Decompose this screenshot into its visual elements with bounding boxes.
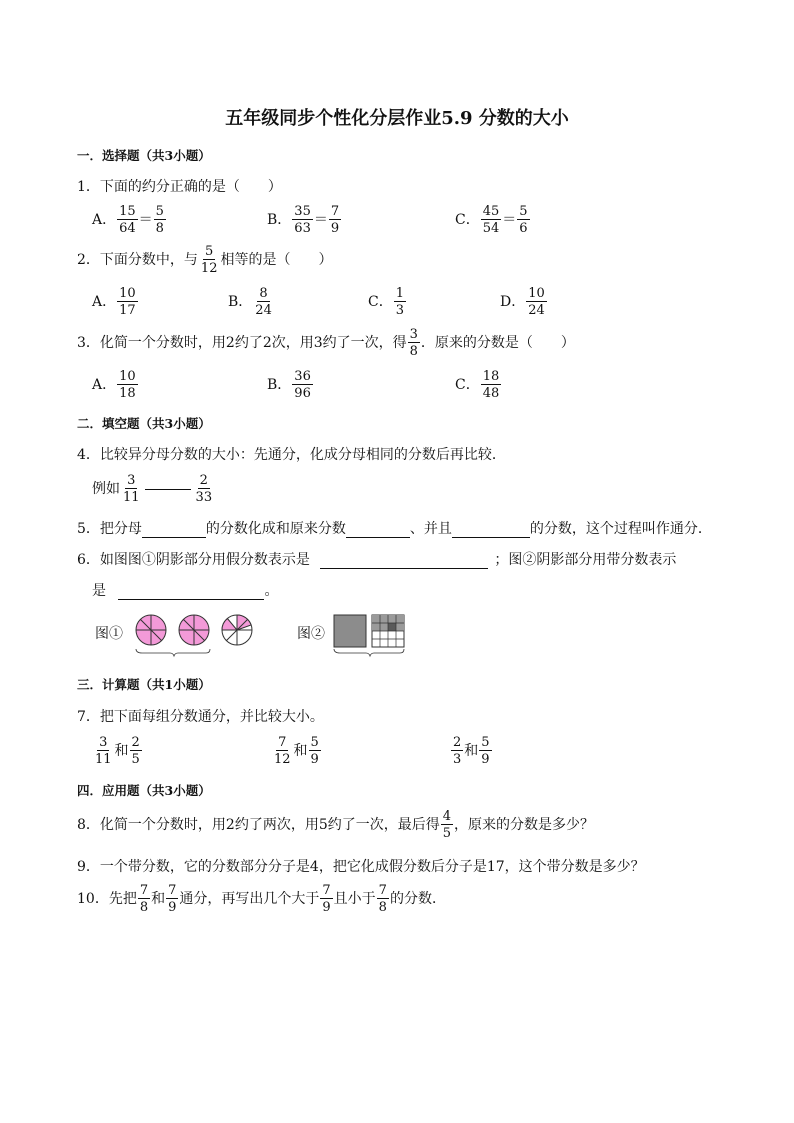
fraction: $\frac{45}{54}$ xyxy=(482,204,500,236)
q3-option-b[interactable]: B． $\frac{36}{96}$ xyxy=(267,369,311,401)
question-7-stem: 7．把下面每组分数通分，并比较大小。 xyxy=(77,709,324,725)
fraction: $\frac{2}{33}$ xyxy=(195,473,213,505)
square-grid xyxy=(372,615,404,647)
question-5-stem: 5．把分母 的分数化成和原来分数 、并且 的分数，这个过程叫作通分． xyxy=(77,521,712,537)
circle-full-1 xyxy=(136,615,166,645)
question-3-stem: 3．化简一个分数时，用2约了2次，用3约了一次，得 $\frac{3}{8}$ ．原来的分数是（ ） xyxy=(77,327,575,359)
question-6-continued: 是 。 xyxy=(92,583,279,599)
q7-group-2: $\frac{7}{12}$ 和 $\frac{5}{9}$ xyxy=(274,735,319,767)
circle-partial xyxy=(222,615,252,645)
fraction: $\frac{36}{96}$ xyxy=(294,369,311,401)
section-heading-choice: 一．选择题（共3小题） xyxy=(77,148,211,163)
question-4-stem: 4．比较异分母分数的大小：先通分，化成分母相同的分数后再比较． xyxy=(77,447,506,463)
q7-group-1: $\frac{3}{11}$ 和 $\frac{2}{5}$ xyxy=(95,735,140,767)
q3-option-a[interactable]: A． $\frac{10}{18}$ xyxy=(92,369,136,401)
question-4-example: 例如 $\frac{3}{11}$ $\frac{2}{33}$ xyxy=(92,473,213,505)
answer-blank[interactable] xyxy=(452,521,530,538)
fraction: $\frac{10}{24}$ xyxy=(528,286,545,318)
fraction: $\frac{35}{63}$ xyxy=(294,204,311,236)
fraction: $\frac{5}{9}$ xyxy=(310,735,319,767)
fraction: $\frac{7}{9}$ xyxy=(322,883,331,915)
fraction: $\frac{7}{9}$ xyxy=(330,204,340,236)
fraction: $\frac{7}{8}$ xyxy=(378,883,387,915)
answer-blank[interactable] xyxy=(346,521,410,538)
question-6-stem: 6．如图图①阴影部分用假分数表示是 ；图②阴影部分用带分数表示 xyxy=(77,552,677,568)
figure-2-squares xyxy=(332,613,412,653)
circle-full-2 xyxy=(179,615,209,645)
question-2-stem: 2．下面分数中，与 $\frac{5}{12}$ 相等的是（ ） xyxy=(77,244,333,276)
fraction: $\frac{5}{9}$ xyxy=(481,735,490,767)
section-heading-fill: 二．填空题（共3小题） xyxy=(77,416,211,431)
q3-option-c[interactable]: C． $\frac{18}{48}$ xyxy=(455,369,500,401)
answer-blank[interactable] xyxy=(118,583,264,600)
question-9-stem: 9．一个带分数，它的分数部分分子是4，把它化成假分数后分子是17，这个带分数是多少？ xyxy=(77,859,645,875)
fraction: $\frac{7}{8}$ xyxy=(139,883,149,915)
fraction: $\frac{3}{8}$ xyxy=(409,327,418,359)
fraction: $\frac{3}{11}$ xyxy=(123,473,140,505)
fraction: $\frac{18}{48}$ xyxy=(482,369,500,401)
q7-group-3: $\frac{2}{3}$ 和 $\frac{5}{9}$ xyxy=(453,735,490,767)
figure-2-label: 图② xyxy=(297,626,325,642)
page-title: 五年级同步个性化分层作业5.9 分数的大小 xyxy=(225,108,569,129)
answer-blank[interactable] xyxy=(142,521,206,538)
answer-blank[interactable] xyxy=(320,552,488,569)
answer-blank[interactable] xyxy=(145,489,191,490)
section-heading-apply: 四．应用题（共3小题） xyxy=(77,783,211,798)
section-heading-calc: 三．计算题（共1小题） xyxy=(77,677,211,692)
figure-1-label: 图① xyxy=(95,626,123,642)
question-1-stem: 1．下面的约分正确的是（ ） xyxy=(77,179,282,195)
fraction: $\frac{2}{5}$ xyxy=(131,735,140,767)
fraction: $\frac{7}{9}$ xyxy=(168,883,177,915)
fraction: $\frac{5}{6}$ xyxy=(519,204,528,236)
figure-1-circles xyxy=(134,613,264,653)
q2-option-a[interactable]: A． $\frac{10}{17}$ xyxy=(92,286,136,318)
question-8-stem: 8．化简一个分数时，用2约了两次，用5约了一次，最后得 $\frac{4}{5}$ ，原来的分数是多少？ xyxy=(77,809,595,841)
fraction: $\frac{5}{8}$ xyxy=(155,204,164,236)
fraction: $\frac{3}{11}$ xyxy=(95,735,112,767)
fraction: $\frac{8}{24}$ xyxy=(255,286,272,318)
q2-option-b[interactable]: B． $\frac{8}{24}$ xyxy=(228,286,272,318)
brace-fig2 xyxy=(334,649,404,656)
brace-fig1 xyxy=(136,649,210,656)
fraction: $\frac{15}{64}$ xyxy=(119,204,136,236)
fraction: $\frac{4}{5}$ xyxy=(442,809,452,841)
square-full xyxy=(334,615,366,647)
q1-option-b[interactable]: B． $\frac{35}{63}$ ＝ $\frac{7}{9}$ xyxy=(267,204,340,236)
fraction: $\frac{5}{12}$ xyxy=(200,244,218,276)
q2-option-d[interactable]: D． $\frac{10}{24}$ xyxy=(500,286,545,318)
fraction: $\frac{10}{17}$ xyxy=(119,286,136,318)
question-10-stem: 10．先把 $\frac{7}{8}$ 和 $\frac{7}{9}$ 通分，再写出几个大于 $\frac{7}{9}$ 且小于 $\frac{7}{8}$ 的分数． xyxy=(77,883,446,915)
q1-option-a[interactable]: A． $\frac{15}{64}$ ＝ $\frac{5}{8}$ xyxy=(92,204,164,236)
q2-option-c[interactable]: C． $\frac{1}{3}$ xyxy=(368,286,404,318)
q1-option-c[interactable]: C． $\frac{45}{54}$ ＝ $\frac{5}{6}$ xyxy=(455,204,528,236)
fraction: $\frac{2}{3}$ xyxy=(453,735,462,767)
fraction: $\frac{1}{3}$ xyxy=(395,286,404,318)
fraction: $\frac{7}{12}$ xyxy=(274,735,291,767)
fraction: $\frac{10}{18}$ xyxy=(119,369,136,401)
